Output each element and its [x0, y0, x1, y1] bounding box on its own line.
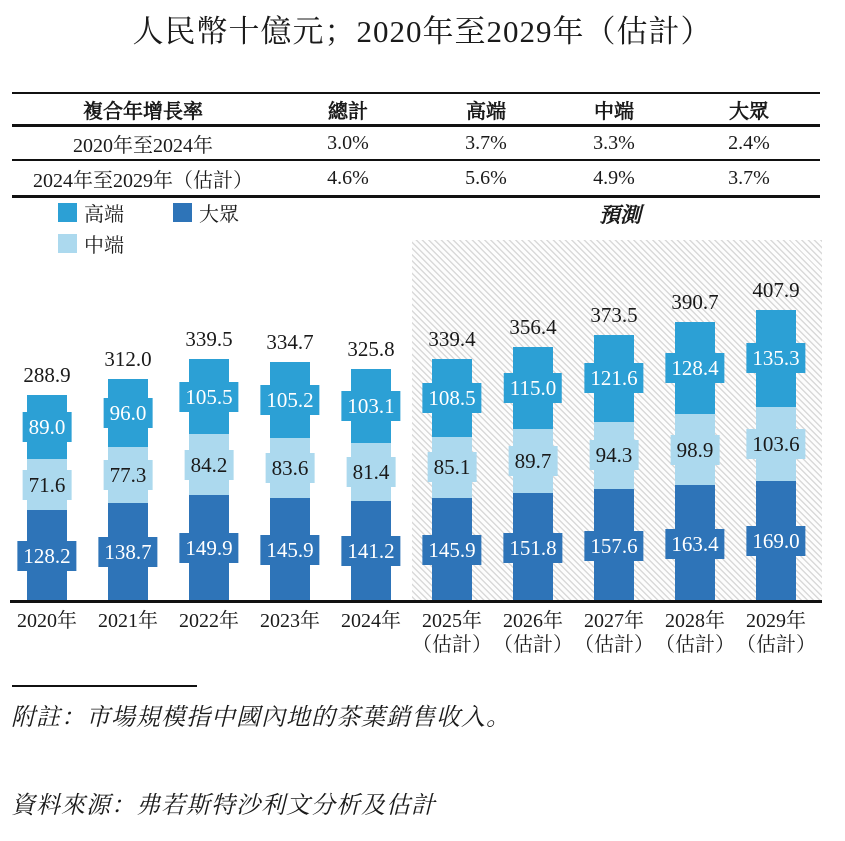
bar-segment-label: 89.7 [509, 446, 558, 476]
legend-label-mid: 中端 [84, 235, 124, 257]
x-axis-labels [0, 609, 845, 667]
legend-swatch-mass [173, 203, 192, 222]
cagr-table [12, 92, 820, 198]
x-axis-label: 2022年 [179, 610, 239, 632]
bar-segment-label: 141.2 [341, 536, 400, 566]
bar-segment-label: 135.3 [746, 343, 805, 373]
bar-segment-label: 81.4 [347, 457, 396, 487]
cell-mass: 2.4% [728, 131, 770, 154]
footnote-text: 附註：市場規模指中國內地的茶葉銷售收入。 [11, 705, 511, 731]
cell-total: 3.0% [327, 131, 369, 154]
bar-total-label: 312.0 [104, 346, 152, 371]
bar-segment-label: 163.4 [665, 529, 724, 559]
x-axis-label: 2026年 （估計） [493, 610, 573, 656]
bar-total-label: 390.7 [671, 290, 719, 315]
table-header-mass: 大眾 [729, 100, 769, 123]
cell-mid: 3.3% [593, 131, 635, 154]
cagr-table-header-row [12, 92, 820, 127]
cell-total: 4.6% [327, 166, 369, 189]
x-axis-line [10, 600, 822, 603]
bar-total-label: 334.7 [266, 330, 314, 355]
source-text: 資料來源：弗若斯特沙利文分析及估計 [11, 793, 436, 819]
bar-segment-label: 96.0 [104, 398, 153, 428]
x-axis-label: 2020年 [17, 610, 77, 632]
cell-mid: 4.9% [593, 166, 635, 189]
row-label: 2020年至2024年 [73, 134, 213, 157]
legend-label-mass: 大眾 [199, 204, 239, 226]
bar-segment-label: 77.3 [104, 460, 153, 490]
bar-segment-label: 89.0 [23, 412, 72, 442]
cell-premium: 3.7% [465, 131, 507, 154]
table-row [12, 161, 820, 198]
bar-segment-label: 103.1 [341, 391, 400, 421]
table-header-premium: 高端 [466, 100, 506, 123]
bar-segment-label: 98.9 [671, 435, 720, 465]
table-header-cagr: 複合年增長率 [83, 100, 203, 123]
bar-total-label: 325.8 [347, 336, 395, 361]
x-axis-label: 2028年 （估計） [655, 610, 735, 656]
bar-segment-label: 85.1 [428, 452, 477, 482]
legend-swatch-premium [58, 203, 77, 222]
bar-segment-label: 105.5 [179, 382, 238, 412]
bar-segment-label: 103.6 [746, 429, 805, 459]
cell-mass: 3.7% [728, 166, 770, 189]
forecast-label: 預測 [599, 203, 641, 227]
bar-segment-label: 149.9 [179, 533, 238, 563]
bar-total-label: 288.9 [23, 363, 71, 388]
bar-total-label: 356.4 [509, 314, 557, 339]
plot-area [0, 240, 845, 602]
bar-total-label: 339.5 [185, 326, 233, 351]
cell-premium: 5.6% [465, 166, 507, 189]
table-header-total: 總計 [328, 100, 368, 123]
bar-segment-label: 138.7 [98, 537, 157, 567]
bar-segment-label: 169.0 [746, 526, 805, 556]
bar-segment-label: 115.0 [504, 373, 562, 403]
bar-segment-label: 128.4 [665, 353, 724, 383]
footnote-rule [12, 685, 197, 687]
x-axis-label: 2024年 [341, 610, 401, 632]
bar-segment-label: 71.6 [23, 470, 72, 500]
bar-segment-label: 121.6 [584, 363, 643, 393]
table-header-mid: 中端 [594, 100, 634, 123]
x-axis-label: 2025年 （估計） [412, 610, 492, 656]
bar-segment-label: 105.2 [260, 385, 319, 415]
bar-segment-label: 84.2 [185, 450, 234, 480]
x-axis-label: 2027年 （估計） [574, 610, 654, 656]
bar-segment-label: 128.2 [17, 541, 76, 571]
bar-segment-label: 145.9 [422, 535, 481, 565]
bar-segment-label: 145.9 [260, 535, 319, 565]
x-axis-label: 2021年 [98, 610, 158, 632]
bar-segment-label: 83.6 [266, 453, 315, 483]
bar-segment-label: 151.8 [503, 533, 562, 563]
bar-segment-label: 108.5 [422, 383, 481, 413]
bar-segment-label: 94.3 [590, 440, 639, 470]
legend-item-premium [58, 198, 124, 227]
bar-segment-label: 157.6 [584, 531, 643, 561]
table-row [12, 127, 820, 161]
legend-label-premium: 高端 [84, 204, 124, 226]
bar-total-label: 373.5 [590, 302, 638, 327]
bar-total-label: 407.9 [752, 277, 800, 302]
row-label: 2024年至2029年（估計） [33, 169, 253, 192]
chart-title: 人民幣十億元；2020年至2029年（估計） [132, 14, 713, 49]
bar-total-label: 339.4 [428, 326, 476, 351]
x-axis-label: 2029年 （估計） [736, 610, 816, 656]
legend-item-mass [173, 198, 239, 227]
x-axis-label: 2023年 [260, 610, 320, 632]
